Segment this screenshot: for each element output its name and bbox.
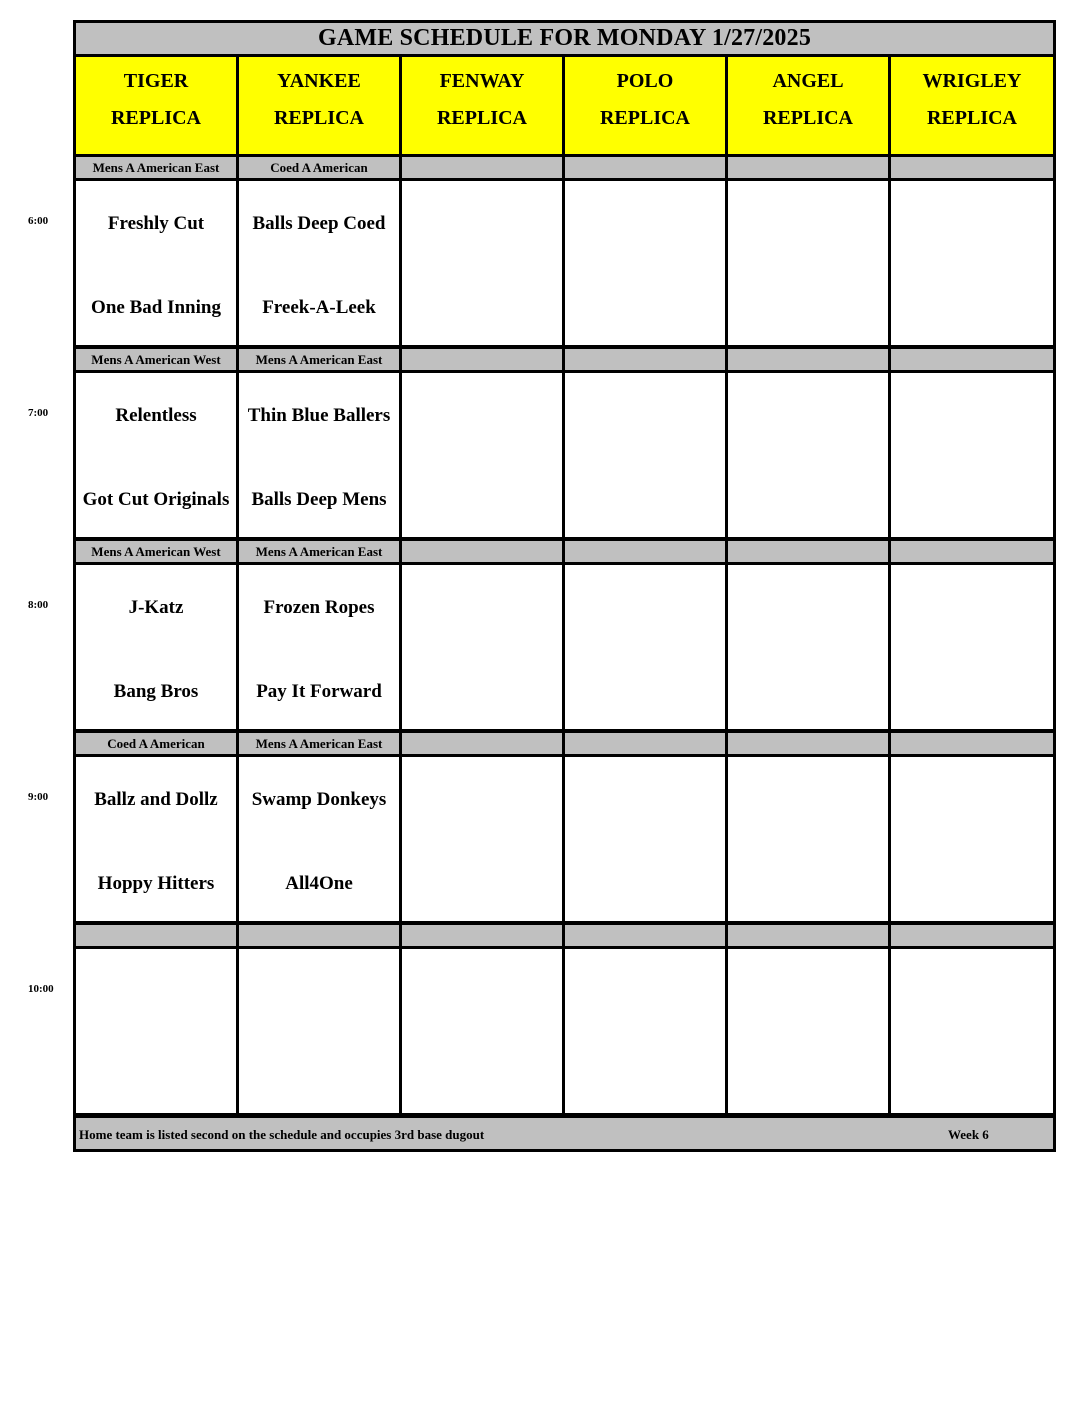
away-team: Ballz and Dollz	[94, 789, 218, 810]
home-team: Got Cut Originals	[82, 489, 230, 510]
league-band: Mens A American West	[73, 538, 239, 565]
game-cell	[725, 370, 891, 540]
away-team: Frozen Ropes	[263, 597, 375, 618]
field-header-angel	[725, 54, 891, 157]
game-cell	[236, 754, 402, 924]
league-band: Coed A American	[73, 730, 239, 757]
league-band	[562, 730, 728, 757]
field-type: REPLICA	[110, 107, 201, 129]
away-team: J-Katz	[128, 597, 184, 618]
away-team: Freshly Cut	[107, 213, 205, 234]
game-cell	[73, 562, 239, 732]
league-band	[725, 730, 891, 757]
game-cell	[236, 946, 402, 1116]
league-band: Mens A American East	[236, 538, 402, 565]
game-cell	[73, 946, 239, 1116]
field-name: TIGER	[123, 70, 189, 92]
game-cell	[888, 754, 1056, 924]
league-band: Mens A American West	[73, 346, 239, 373]
away-team: Thin Blue Ballers	[247, 405, 391, 426]
league-band	[888, 538, 1056, 565]
league-band	[399, 346, 565, 373]
game-cell	[562, 370, 728, 540]
field-type: REPLICA	[926, 107, 1017, 129]
week-label: Week 6	[948, 1127, 989, 1142]
schedule-footer	[73, 1115, 1056, 1152]
league-band	[399, 730, 565, 757]
game-cell	[399, 562, 565, 732]
time-label: 9:00	[28, 791, 49, 803]
league-band	[562, 154, 728, 181]
time-label: 7:00	[28, 407, 49, 419]
game-cell	[73, 370, 239, 540]
league-band	[562, 922, 728, 949]
away-team: Relentless	[115, 405, 197, 426]
home-team: One Bad Inning	[91, 297, 221, 318]
field-header-tiger	[73, 54, 239, 157]
game-cell	[888, 178, 1056, 348]
game-cell	[399, 946, 565, 1116]
league-band	[725, 538, 891, 565]
league-band	[73, 922, 239, 949]
field-name: ANGEL	[772, 70, 844, 92]
game-cell	[725, 178, 891, 348]
field-type: REPLICA	[273, 107, 364, 129]
game-cell	[725, 946, 891, 1116]
league-band	[399, 154, 565, 181]
home-team: Freek-A-Leek	[262, 297, 376, 318]
league-band	[562, 346, 728, 373]
field-name: FENWAY	[439, 70, 525, 92]
league-band	[725, 154, 891, 181]
league-band: Mens A American East	[73, 154, 239, 181]
home-team: Hoppy Hitters	[97, 873, 215, 894]
game-cell	[562, 946, 728, 1116]
league-band	[725, 922, 891, 949]
league-band	[725, 346, 891, 373]
game-cell	[888, 946, 1056, 1116]
field-name: WRIGLEY	[922, 70, 1022, 92]
league-band	[399, 922, 565, 949]
home-team: Pay It Forward	[256, 681, 382, 702]
field-header-yankee	[236, 54, 402, 157]
field-header-fenway	[399, 54, 565, 157]
league-band	[888, 346, 1056, 373]
league-band: Mens A American East	[236, 730, 402, 757]
field-type: REPLICA	[762, 107, 853, 129]
home-team-note: Home team is listed second on the schedule and occupies 3rd base dugout	[79, 1127, 485, 1142]
away-team: Balls Deep Coed	[252, 213, 386, 234]
league-band	[888, 154, 1056, 181]
time-label: 10:00	[28, 983, 54, 995]
game-cell	[725, 562, 891, 732]
game-cell	[888, 370, 1056, 540]
game-cell	[73, 178, 239, 348]
league-band: Mens A American East	[236, 346, 402, 373]
home-team: Bang Bros	[113, 681, 199, 702]
game-cell	[888, 562, 1056, 732]
league-band	[399, 538, 565, 565]
league-band	[888, 730, 1056, 757]
game-cell	[399, 754, 565, 924]
game-cell	[399, 178, 565, 348]
field-header-wrigley	[888, 54, 1056, 157]
game-cell	[399, 370, 565, 540]
game-cell	[73, 754, 239, 924]
game-cell	[562, 754, 728, 924]
field-type: REPLICA	[436, 107, 527, 129]
game-cell	[236, 562, 402, 732]
game-cell	[562, 178, 728, 348]
field-header-polo	[562, 54, 728, 157]
league-band: Coed A American	[236, 154, 402, 181]
league-band	[236, 922, 402, 949]
field-type: REPLICA	[599, 107, 690, 129]
home-team: All4One	[285, 873, 353, 894]
away-team: Swamp Donkeys	[251, 789, 387, 810]
game-cell	[236, 370, 402, 540]
game-cell	[725, 754, 891, 924]
game-cell	[562, 562, 728, 732]
league-band	[888, 922, 1056, 949]
time-label: 6:00	[28, 215, 49, 227]
time-label: 8:00	[28, 599, 49, 611]
league-band	[562, 538, 728, 565]
page-title: GAME SCHEDULE FOR MONDAY 1/27/2025	[73, 20, 1056, 57]
game-cell	[236, 178, 402, 348]
home-team: Balls Deep Mens	[251, 489, 387, 510]
field-name: POLO	[616, 70, 674, 92]
field-name: YANKEE	[277, 70, 361, 92]
